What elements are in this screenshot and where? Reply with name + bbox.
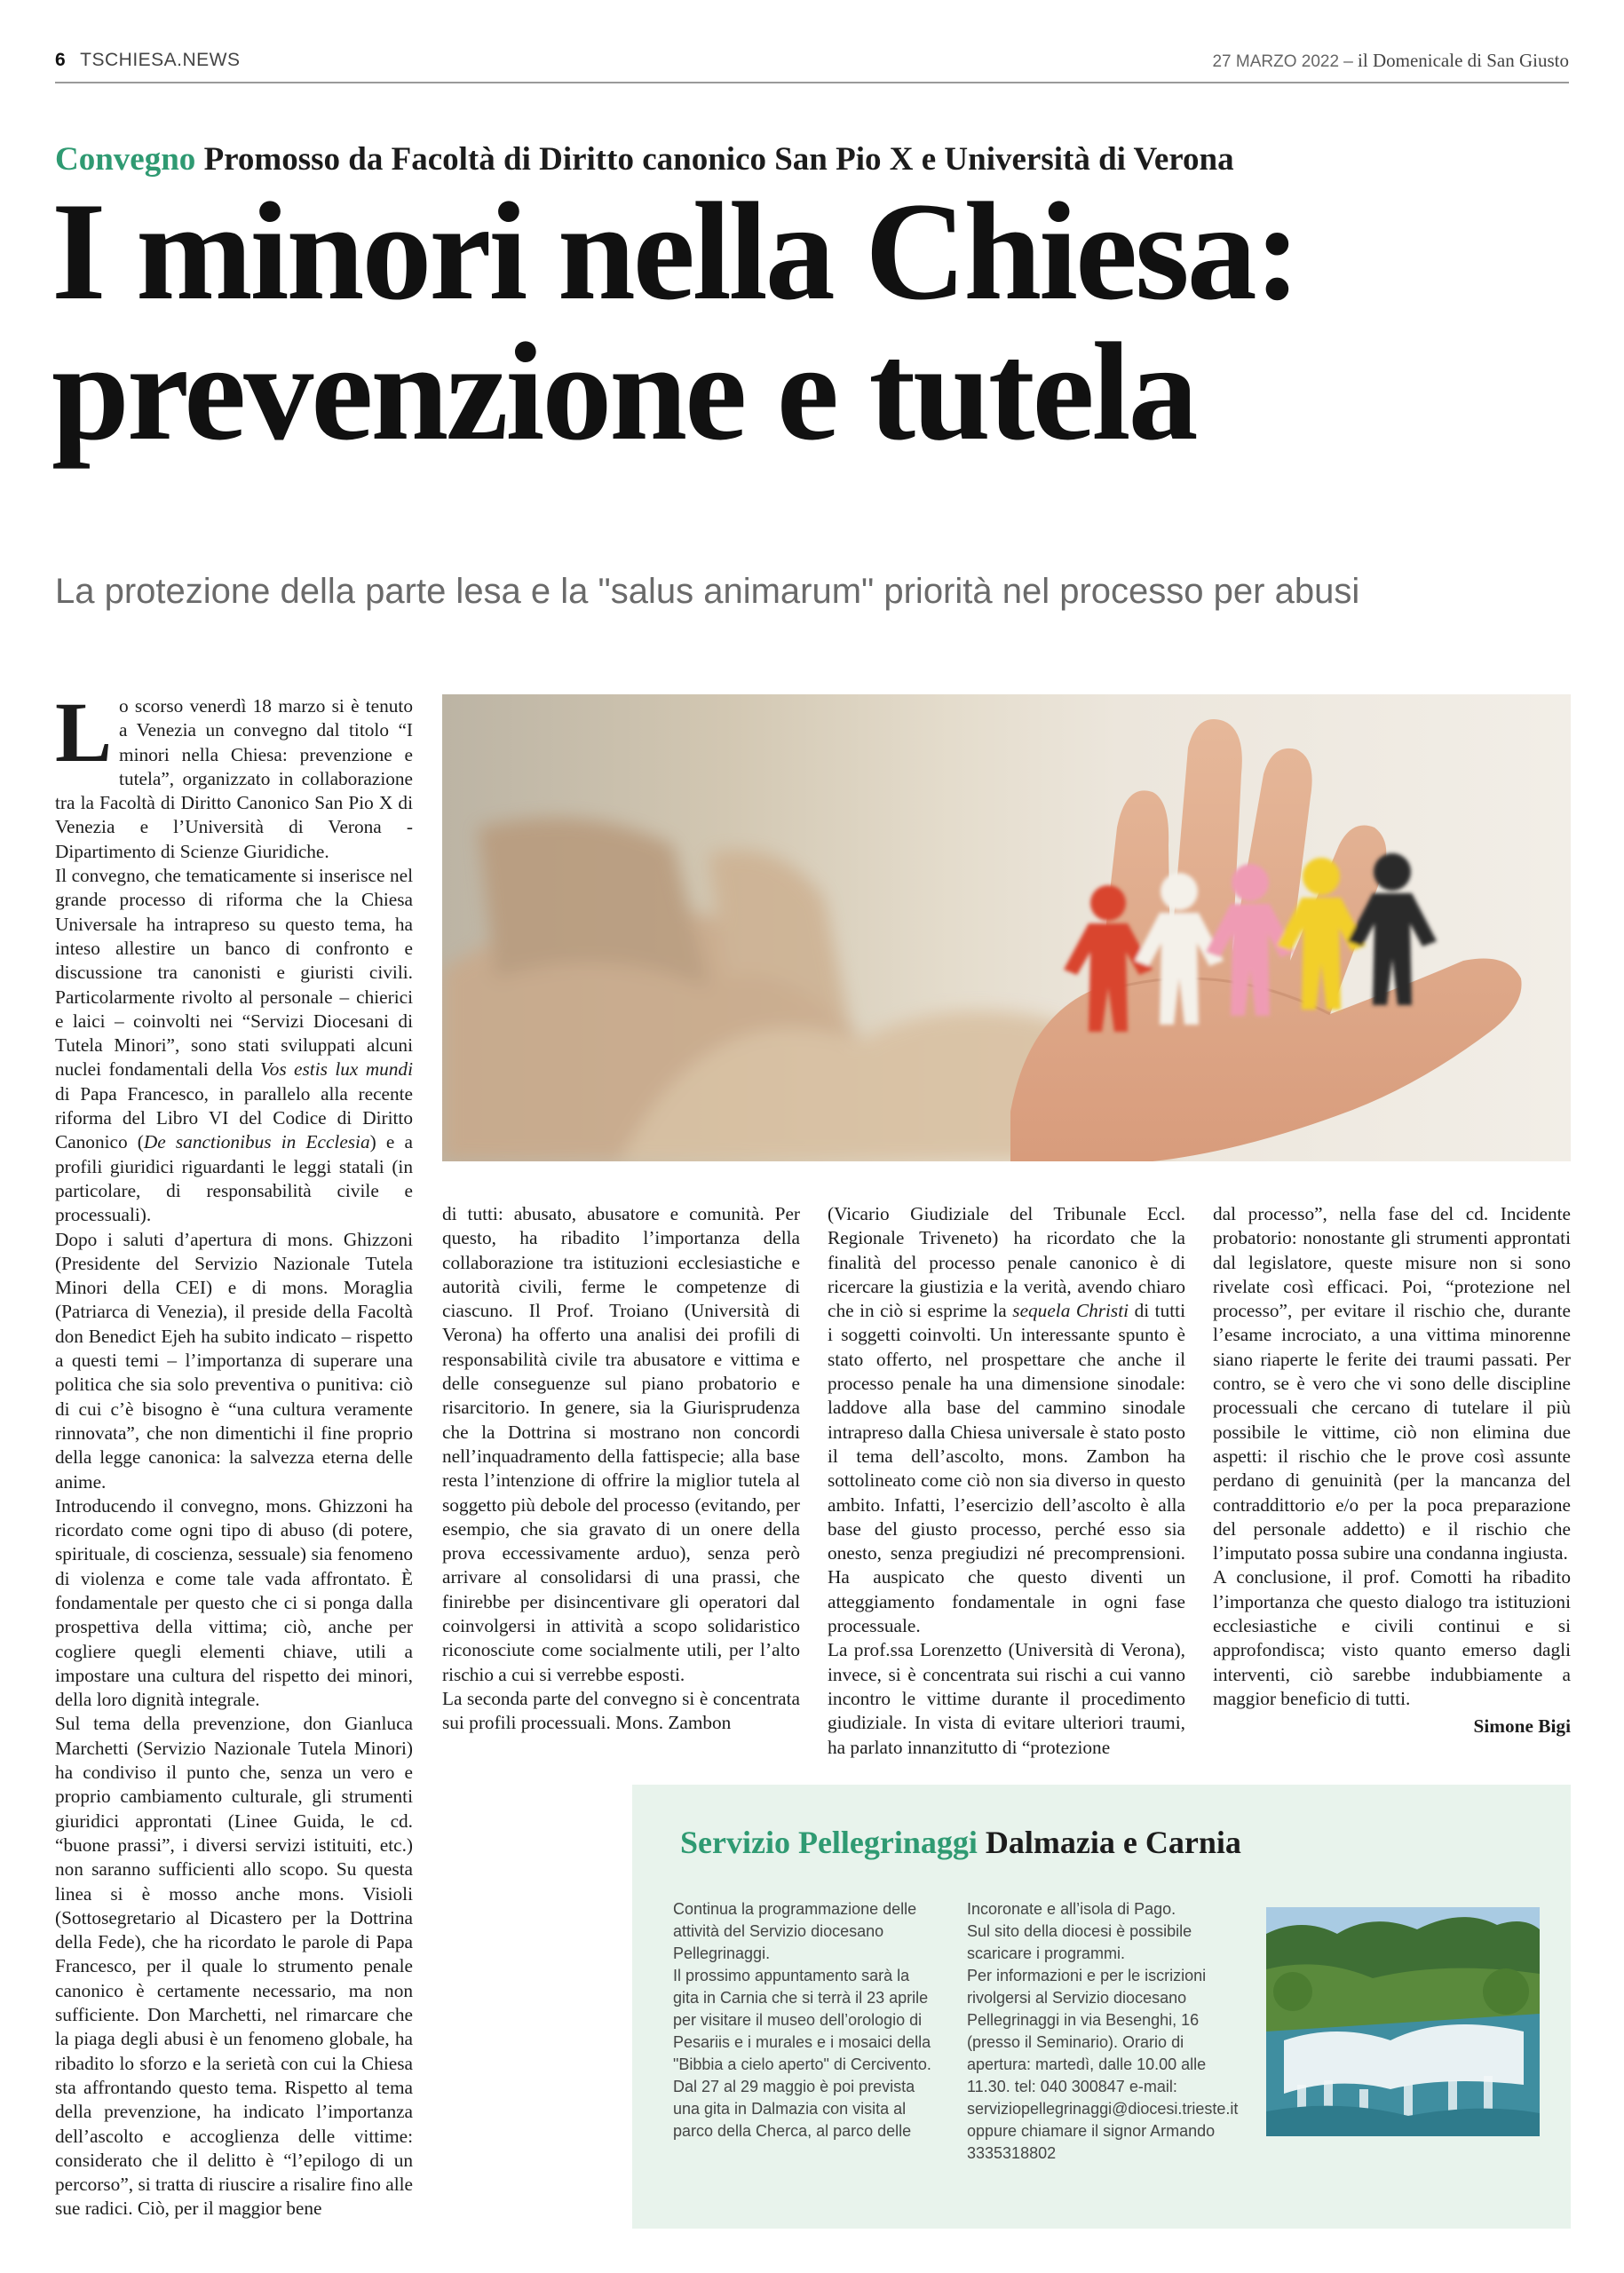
page-number: 6 xyxy=(55,50,67,70)
box-column-2 xyxy=(967,1898,1239,2165)
paragraph: (Vicario Giudiziale del Tribunale Eccl. Regionale Triveneto) ha ricordato che la finalità del processo penale canonico è di ricercare la giustizia e la verità, avendo chiaro che in ciò si esprime la sequela Christi di tutti i soggetti coinvolti. Un interessante spunto è stato offerto, nel prospettare che anche il processo penale ha una dimensione sinodale: laddove alla base del cammino sinodale intrapreso dalla Chiesa universale è stato posto il tema dell’ascolto, mons. Zambon ha sottolineato come ciò non sia diverso in questo ambito. Infatti, l’esercizio dell’ascolto è alla base del giusto processo, perché esso sia onesto, senza pregiudizi né precomprensioni. Ha auspicato che questo diventi un atteggiamento fondamentale in ogni fase processuale. xyxy=(828,1203,1186,1637)
page-header-left xyxy=(55,50,241,71)
box-column-1 xyxy=(673,1898,939,2142)
site-name[interactable]: TSCHIESA.NEWS xyxy=(80,50,241,70)
paragraph: Dopo i saluti d’apertura di mons. Ghizzoni (Presidente del Servizio Nazionale Tutela Minori della CEI) e di mons. Moraglia (Patriarca di Venezia), il preside della Facoltà don Benedict Ejeh ha subito indicato – rispetto a questi temi – l’importanza di superare una politica che sia solo preventiva o punitiva: ciò di cui c’è bisogno è “una cultura veramente rinnovata”, che non dimentichi il fine proprio della legge canonica: la salvezza eterna delle anime. xyxy=(55,1228,413,1493)
article-column-1 xyxy=(55,685,413,2222)
waterfall-photo xyxy=(1266,1907,1540,2136)
paragraph: dal processo”, nella fase del cd. Incidente probatorio: nonostante gli strumenti approntati dal legislatore, queste misure non si sono rivelate così efficaci. Poi, “protezione nel processo”, per evitare il rischio che, durante l’esame incrociato, a una vittima minorenne siano riaperte le ferite dei traumi passati. Per contro, se è vero che vi sono delle discipline processuali che cercano di tutelare il più possibile le vittime, ciò non elimina due aspetti: il rischio che le prove così assunte perdano di genuinità (per la mancanza del contraddittorio e/o per la poca preparazione del personale addetto) e il rischio che l’imputato possa subire una condanna ingiusta. xyxy=(1213,1203,1571,1564)
paragraph: Il convegno, che tematicamente si inserisce nel grande processo di riforma che la Chiesa Universale ha intrapreso su questo tema, ha inteso allestire un banco di confronto e discussione tra canonisti e giuristi civili. Particolarmente rivolto al personale – chierici e laici – coinvolti nei “Servizi Diocesani di Tutela Minori”, sono stati sviluppati alcuni nuclei fondamentali della Vos estis lux mundi di Papa Francesco, in parallelo alla recente riforma del Libro VI del Codice di Diritto Canonico (De sanctionibus in Ecclesia) e a profili giuridici riguardanti le leggi statali (in particolare, di responsabilità civile e processuali). xyxy=(55,865,413,1226)
headline-line-1: I minori nella Chiesa: xyxy=(51,174,1299,329)
paragraph: A conclusione, il prof. Comotti ha ribadito l’importanza che questo dialogo tra istituzioni ecclesiastiche e civili continui e si approfondisca; visto quanto emerso dagli interventi, ciò sarebbe indubbiamente a maggior beneficio di tutti. xyxy=(1213,1566,1571,1709)
headline-line-2: prevenzione e tutela xyxy=(51,314,1196,470)
author-signature: Simone Bigi xyxy=(1473,1715,1571,1738)
paragraph: La seconda parte del convegno si è concentrata sui profili processuali. Mons. Zambon xyxy=(442,1687,800,1734)
drop-cap: L xyxy=(55,685,113,780)
date-separator: – xyxy=(1343,50,1353,71)
paragraph: La prof.ssa Lorenzetto (Università di Verona), invece, si è concentrata sui rischi a cui vanno incontro le vittime durante il procedimento giudiziale. In vista di evitare ulteriori traumi, ha parlato innanzitutto di “protezione xyxy=(828,1639,1185,1758)
box-title-category: Servizio Pellegrinaggi xyxy=(680,1825,978,1860)
italic-title: Vos estis lux mundi xyxy=(260,1058,413,1081)
paragraph: Continua la programmazione delle attività del Servizio diocesano Pellegrinaggi. xyxy=(673,1900,917,1962)
subheadline: La protezione della parte lesa e la "salus animarum" priorità nel processo per abusi xyxy=(55,572,1360,611)
paragraph: Introducendo il convegno, mons. Ghizzoni ha ricordato come ogni tipo di abuso (di potere, spirituale, di coscienza, sessuale) sia fenomeno di violenza e come tale vada affrontato. È fondamentale per questo che ci si ponga dalla prospettiva della vittima; ciò, anche per cogliere quegli elementi chiave, utili a impostare una cultura del rispetto dei minori, della loro dignità integrale. xyxy=(55,1494,413,1711)
waterfall-illustration xyxy=(1266,1907,1540,2136)
kicker-category: Convegno xyxy=(55,141,196,178)
paragraph: oppure chiamare il signor Armando 3335318802 xyxy=(967,2122,1216,2162)
headline xyxy=(51,174,1579,470)
paragraph: o scorso venerdì 18 marzo si è tenuto a Venezia un convegno dal titolo “I minori nella Chiesa: prevenzione e tutela”, organizzato in collaborazione tra la Facoltà di Diritto Canonico San Pio X di Venezia e l’Università di Verona - Dipartimento di Scienze Giuridiche. xyxy=(55,695,413,862)
paragraph: Incoronate e all’isola di Pago. xyxy=(967,1900,1176,1918)
paragraph: Dal 27 al 29 maggio è poi prevista una gita in Dalmazia con visita al parco della Cherca, al parco delle xyxy=(673,2078,915,2140)
header-rule xyxy=(55,82,1569,83)
publication-name: il Domenicale di San Giusto xyxy=(1358,50,1569,71)
box-title xyxy=(680,1824,1241,1861)
paragraph: di tutti: abusato, abusatore e comunità. Per questo, ha ribadito l’importanza della collaborazione tra istituzioni ecclesiastiche e autorità civili, ferme le competenze di ciascuno. Il Prof. Troiano (Università di Verona) ha offerto una analisi dei profili di responsabilità civile tra abusatore e vittima e delle conseguenze sul piano probatorio e risarcitorio. In genere, sia la Giurisprudenza che la Dottrina si mostrano non concordi nell’inquadramento della fattispecie; alla base resta l’intenzione di offrire la miglior tutela al soggetto più debole del processo (evitando, per esempio, che sia gravato di un onere della prova eccessivamente arduo), senza però arrivare al consolidarsi di una prassi, che finirebbe per disincentivare gli operatori dal coinvolgersi in attività a scopo solidaristico riconosciute come socialmente utili, per l’alto rischio a cui si verrebbe esposti. xyxy=(442,1203,800,1685)
box-title-text: Dalmazia e Carnia xyxy=(985,1825,1241,1860)
email-link[interactable]: serviziopellegrinaggi@diocesi.trieste.it xyxy=(967,2100,1239,2118)
kicker-text: Promosso da Facoltà di Diritto canonico San Pio X e Università di Verona xyxy=(203,141,1234,178)
article-column-4 xyxy=(1213,1202,1571,1739)
paragraph: Sul tema della prevenzione, don Gianluca Marchetti (Servizio Nazionale Tutela Minori) ha condiviso il punto che, senza un vero e proprio cambiamento culturale, gli strumenti giuridici approntati (Linee Guida, le cd. “buone prassi”, i diversi servizi istituiti, etc.) non saranno sufficienti allo scopo. Su questa linea si è mosso anche mons. Visioli (Sottosegretario al Dicastero per la Dottrina della Fede), che ha ricordato le parole di Papa Francesco, per il quale lo strumento penale canonico è certamente necessario, ma non sufficiente. Don Marchetti, nel rimarcare che la piaga degli abusi è un fenomeno globale, ha ribadito lo sforzo e la serietà con cui la Chiesa sta affrontando questo tema. Rispetto al tema della prevenzione, ha indicato l’importanza dell’ascolto e accoglienza delle vittime: considerato che il delitto è “l’epilogo di un percorso”, si tratta di riuscire a risalire fino alle sue radici. Ciò, per il maggior bene xyxy=(55,1713,413,2220)
paragraph: Per informazioni e per le iscrizioni rivolgersi al Servizio diocesano Pellegrinaggi in via Besenghi, 16 (presso il Seminario). Orario di apertura: martedì, dalle 10.00 alle 11.30. tel: 040 300847 e-mail: xyxy=(967,1967,1207,2095)
article-column-2 xyxy=(442,1202,800,1736)
italic-phrase: sequela Christi xyxy=(1012,1300,1129,1322)
kicker xyxy=(55,140,1234,178)
article-column-3 xyxy=(828,1202,1185,1760)
article-photo xyxy=(442,694,1571,1161)
page-header-right xyxy=(1212,50,1569,72)
hand-paper-figures-illustration xyxy=(442,694,1571,1161)
issue-date: 27 MARZO 2022 xyxy=(1212,52,1340,71)
paragraph: Sul sito della diocesi è possibile scaricare i programmi. xyxy=(967,1922,1192,1962)
paragraph: Il prossimo appuntamento sarà la gita in Carnia che si terrà il 23 aprile per visitare il museo dell’orologio di Pesariis e i murales e i mosaici della "Bibbia a cielo aperto" di Cercivento. xyxy=(673,1967,931,2073)
italic-title: De sanctionibus in Ecclesia xyxy=(143,1131,370,1153)
pilgrimage-box xyxy=(632,1785,1571,2229)
